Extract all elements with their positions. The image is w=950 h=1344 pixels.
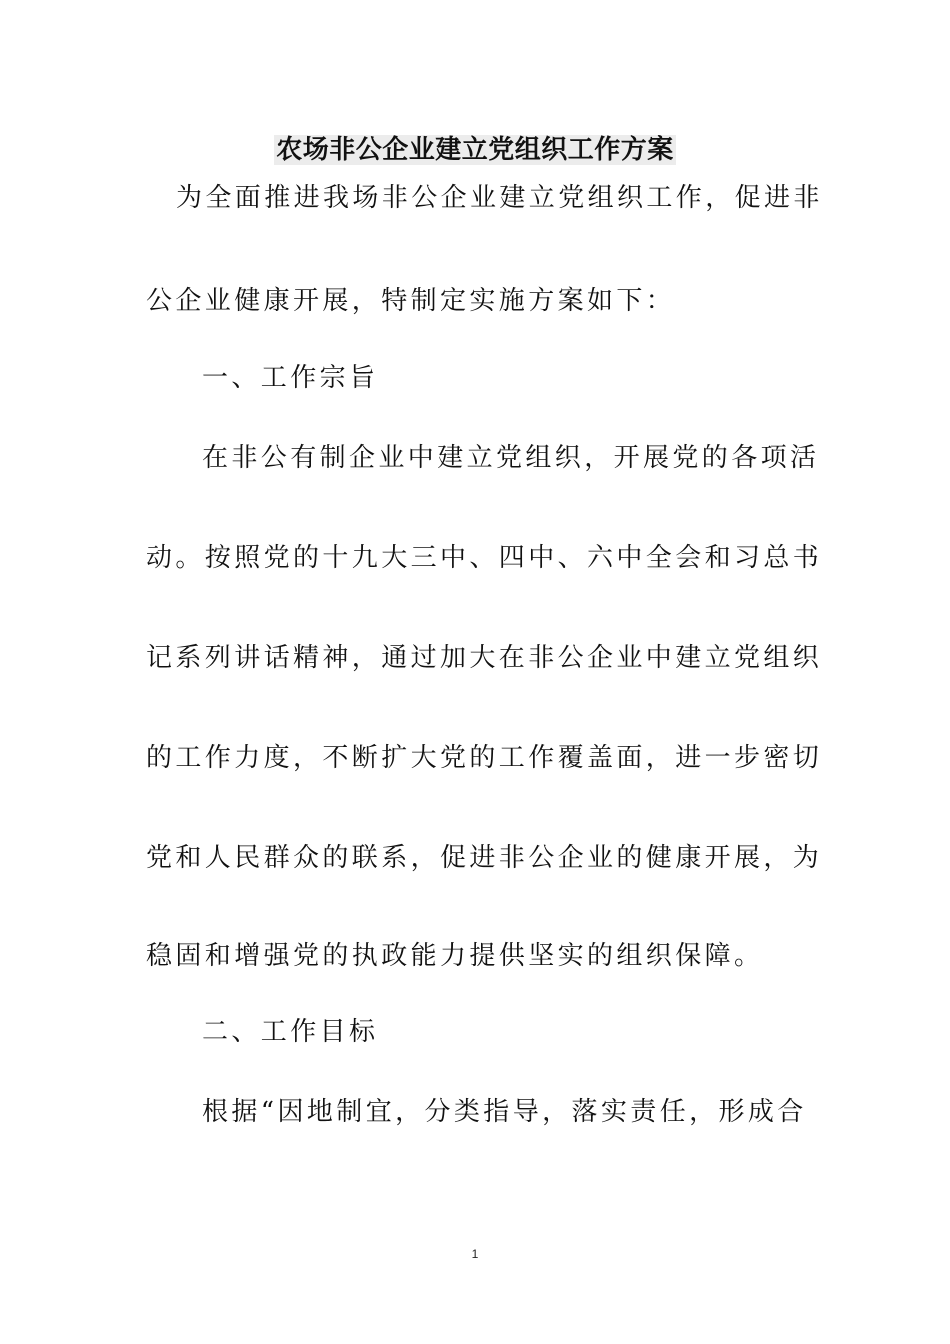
paragraph-line: 的工作力度，不断扩大党的工作覆盖面，进一步密切 (146, 743, 823, 773)
document-title-text: 农场非公企业建立党组织工作方案 (276, 135, 674, 165)
paragraph-line: 在非公有制企业中建立党组织，开展党的各项活 (202, 443, 820, 473)
paragraph-line: 党和人民群众的联系，促进非公企业的健康开展，为 (146, 843, 823, 873)
paragraph-line: 公企业健康开展，特制定实施方案如下： (146, 286, 676, 316)
paragraph-line: 动。按照党的十九大三中、四中、六中全会和习总书 (146, 543, 823, 573)
page-number: 1 (471, 1247, 479, 1261)
section-heading: 二、工作目标 (202, 1017, 379, 1047)
section-heading: 一、工作宗旨 (202, 363, 379, 393)
paragraph-line: 根据“因地制宜，分类指导，落实责任，形成合 (202, 1097, 807, 1127)
paragraph-line: 为全面推进我场非公企业建立党组织工作，促进非 (176, 183, 823, 213)
paragraph-line: 稳固和增强党的执政能力提供坚实的组织保障。 (146, 941, 764, 971)
paragraph-line: 记系列讲话精神，通过加大在非公企业中建立党组织 (146, 643, 823, 673)
document-title (0, 126, 950, 174)
